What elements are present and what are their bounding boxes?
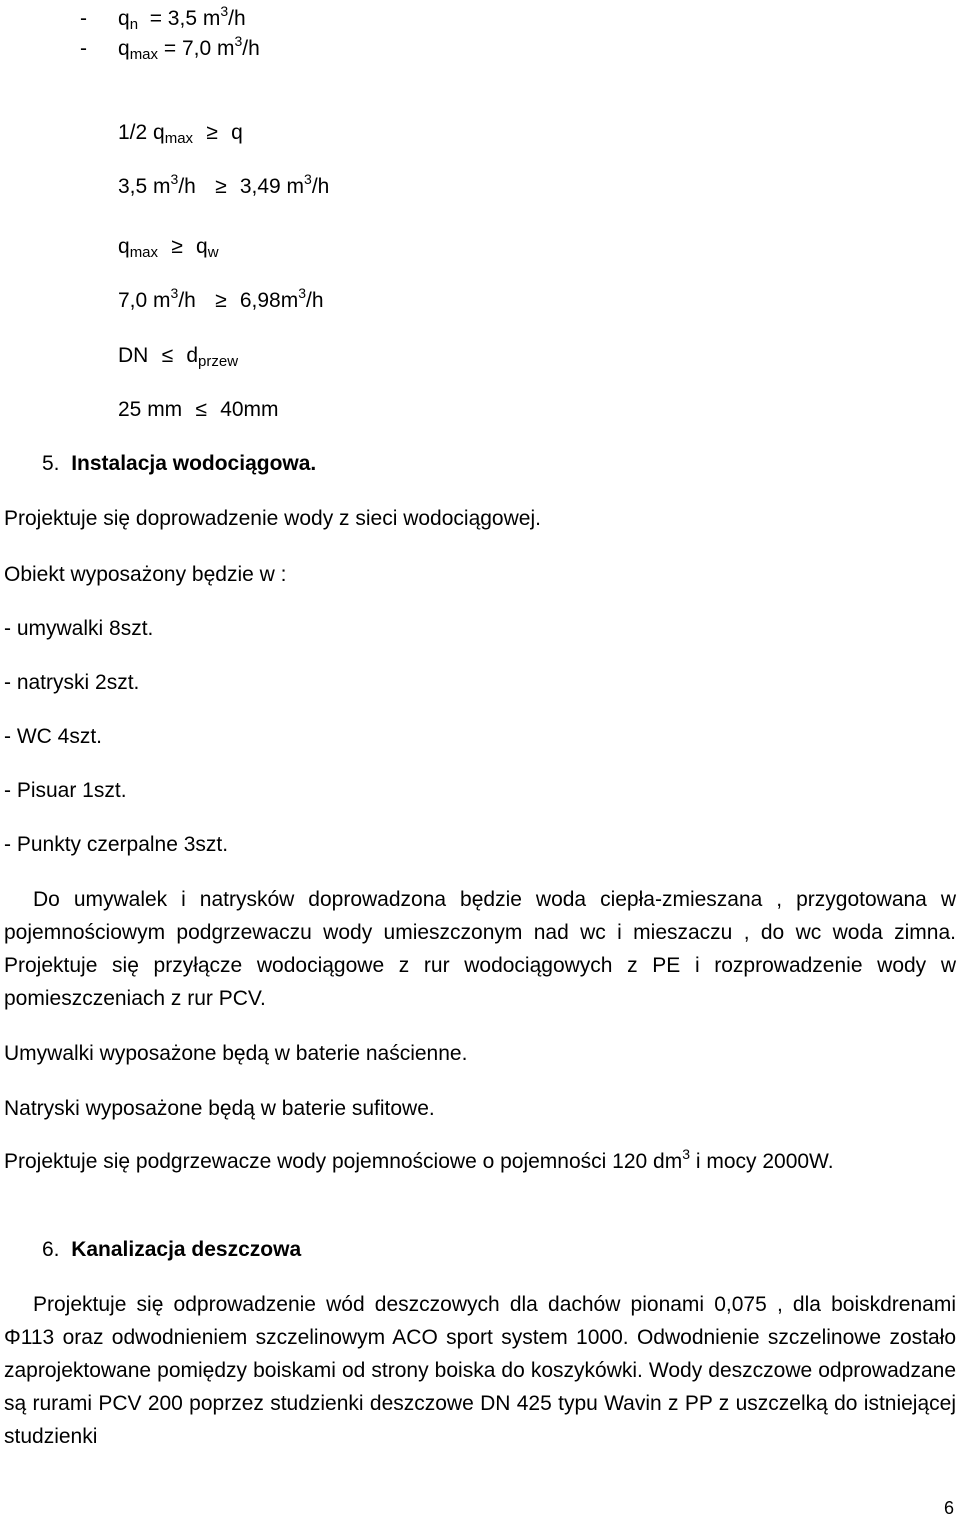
heaters-paragraph: Projektuje się podgrzewacze wody pojemnościowe o pojemności 120 $dm^3$ i mocy 2000W. (4, 1146, 834, 1173)
greater-equal-sign: ≥ (171, 235, 183, 258)
greater-equal-sign: ≥ (215, 289, 227, 312)
batteries-ceiling-text: Natryski wyposażone będą w baterie sufitowe. (4, 1097, 435, 1120)
equipment-heading: Obiekt wyposażony będzie w : (4, 563, 287, 586)
list-item: - WC 4szt. (4, 725, 102, 748)
formula-qmax-values: 7,0 $m^3/h \ge 6,98m^3/h$ (118, 285, 324, 312)
section-6-heading: 6. Kanalizacja deszczowa (42, 1238, 302, 1261)
section-6-paragraph: Projektuje się odprowadzenie wód deszczowych dla dachów pionami 0,075 , dla boiskdrenami Φ113 oraz odwodnieniem szczelinowym ACO sport system 1000. Odwodnienie szczelinowe zostało zaprojektowane pomiędzy boiskami od strony boiska do koszykówki. Wody deszczowe odprowadzane są rurami PCV 200 poprzez studzienki deszczowe DN 425 typu Wavin z PP z uszczelką do istniejącej studzienki (4, 1293, 956, 1448)
less-equal-sign: ≤ (161, 344, 174, 367)
greater-equal-sign: ≥ (206, 121, 218, 144)
list-item: - Pisuar 1szt. (4, 779, 127, 802)
formula-dn-values: 25 mm ≤ 40mm (118, 398, 279, 421)
list-item: - natryski 2szt. (4, 671, 140, 694)
section-5-intro: Projektuje się doprowadzenie wody z sieci wodociągowej. (4, 507, 541, 530)
formula-qmax-qw: $q_{max} \ge q_w$ (118, 235, 219, 261)
formula-half-values: 3,5 $m^3/h \ge 3,49$ $m^3/h$ (118, 171, 330, 198)
list-dash: - (80, 7, 87, 30)
less-equal-sign: ≤ (195, 398, 207, 421)
list-item: - umywalki 8szt. (4, 617, 154, 640)
formula-half-qmax: 1/2 $q_{max} \ge q$ (118, 121, 243, 147)
list-item: - Punkty czerpalne 3szt. (4, 833, 229, 856)
formula-dn: DN ≤ $d_{przew}$ (118, 344, 239, 370)
list-dash: - (80, 37, 87, 60)
section-5-paragraph: Do umywalek i natrysków doprowadzona będzie woda ciepła-zmieszana , przygotowana w pojemnościowym podgrzewaczu wody umieszczonym nad wc i mieszaczu , do wc woda zimna. Projektuje się przyłącze wodociągowe z rur wodociągowych z PE i rozprowadzenie wody w pomieszczeniach z rur PCV. (4, 888, 956, 1010)
batteries-wall-text: Umywalki wyposażone będą w baterie naścienne. (4, 1042, 468, 1065)
page-number: 6 (943, 1498, 954, 1518)
section-5-heading: 5. Instalacja wodociągowa. (42, 452, 317, 475)
greater-equal-sign: ≥ (215, 175, 227, 198)
